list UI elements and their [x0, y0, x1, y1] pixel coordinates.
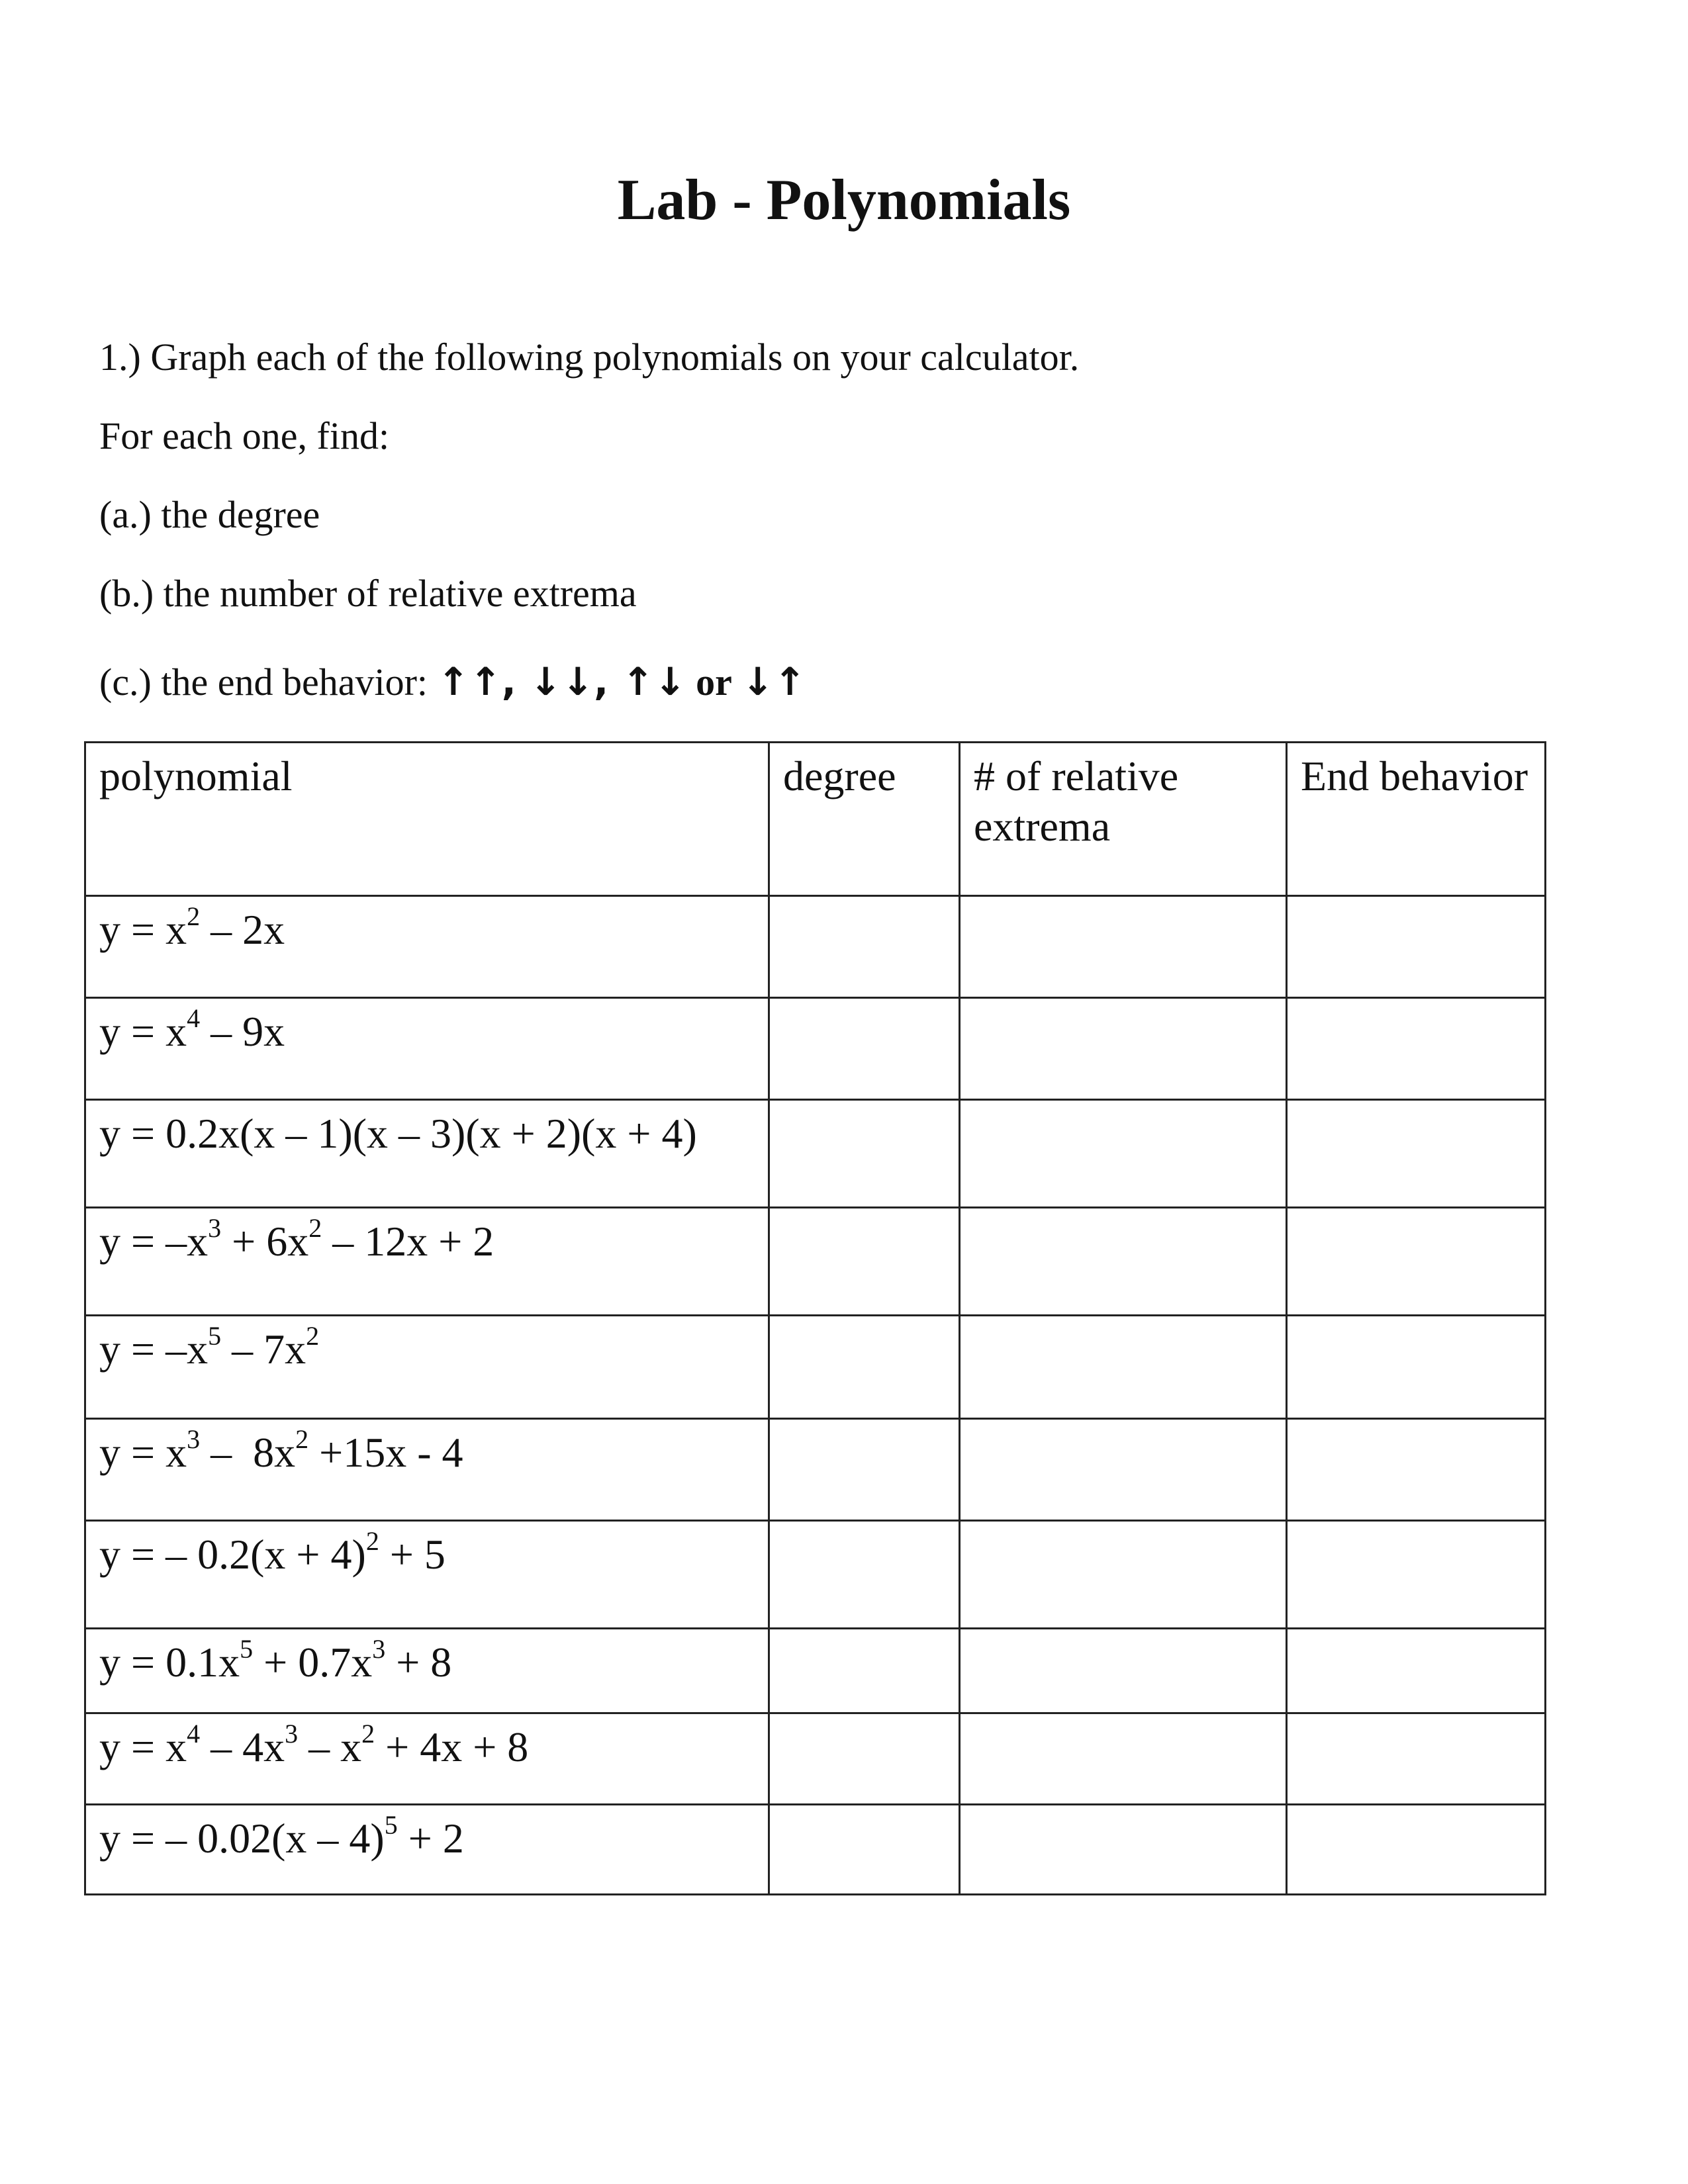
table-header-row	[85, 743, 1546, 896]
polynomial-cell: $y = -x^3 + 6x^2 - 12x + 2$	[85, 1208, 769, 1316]
end-behavior-cell[interactable]	[1287, 1713, 1546, 1805]
end-behavior-cell[interactable]	[1287, 1316, 1546, 1419]
arrow-down-up-icon: ↓↑	[741, 659, 806, 704]
instruction-degree: (a.) the degree	[99, 493, 320, 536]
end-behavior-cell[interactable]	[1287, 1419, 1546, 1521]
instruction-find: For each one, find:	[99, 414, 390, 457]
polynomial-cell: $y = x^3 - 8x^2 +15x - 4$	[85, 1419, 769, 1521]
degree-cell[interactable]	[769, 998, 960, 1100]
or-word: or	[696, 660, 732, 704]
end-behavior-cell[interactable]	[1287, 1100, 1546, 1208]
instruction-graph: 1.) Graph each of the following polynomials on your calculator.	[99, 336, 1080, 379]
header-degree: degree	[769, 743, 960, 896]
table-row	[85, 1100, 1546, 1208]
polynomial-cell: $y = -x^5 - 7x^2$	[85, 1316, 769, 1419]
instruction-end-behavior	[99, 659, 806, 705]
polynomial-cell: y = 0.2x(x – 1)(x – 3)(x + 2)(x + 4)	[85, 1100, 769, 1208]
degree-cell[interactable]	[769, 1419, 960, 1521]
degree-cell[interactable]	[769, 1713, 960, 1805]
degree-cell[interactable]	[769, 896, 960, 998]
table-row	[85, 1521, 1546, 1629]
polynomial-cell: y = – $0.2(x + 4)^2 + 5$	[85, 1521, 769, 1629]
polynomial-cell: $y = x^4 - 4x^3 - x^2 + 4x + 8$	[85, 1713, 769, 1805]
polynomial-cell: y = – 0.02(x – 4)$^5$ + 2	[85, 1805, 769, 1895]
header-polynomial: polynomial	[85, 743, 769, 896]
table-row	[85, 896, 1546, 998]
end-behavior-cell[interactable]	[1287, 1629, 1546, 1713]
extrema-cell[interactable]	[960, 1316, 1287, 1419]
end-behavior-label: (c.) the end behavior:	[99, 660, 428, 704]
end-behavior-cell[interactable]	[1287, 1805, 1546, 1895]
polynomial-table	[84, 741, 1546, 1895]
end-behavior-cell[interactable]	[1287, 896, 1546, 998]
end-behavior-cell[interactable]	[1287, 1521, 1546, 1629]
instruction-extrema: (b.) the number of relative extrema	[99, 572, 637, 615]
table-row	[85, 998, 1546, 1100]
table-row	[85, 1208, 1546, 1316]
table-row	[85, 1805, 1546, 1895]
page-title: Lab - Polynomials	[617, 168, 1071, 232]
degree-cell[interactable]	[769, 1208, 960, 1316]
arrow-options-icon: ↑↑, ↓↓, ↑↓	[437, 659, 686, 704]
degree-cell[interactable]	[769, 1316, 960, 1419]
polynomial-cell: $y = x^2 - 2x$	[85, 896, 769, 998]
polynomial-cell: $y = 0.1x^5 + 0.7x^3 + 8$	[85, 1629, 769, 1713]
extrema-cell[interactable]	[960, 1629, 1287, 1713]
end-behavior-cell[interactable]	[1287, 998, 1546, 1100]
header-end-behavior: End behavior	[1287, 743, 1546, 896]
degree-cell[interactable]	[769, 1805, 960, 1895]
extrema-cell[interactable]	[960, 896, 1287, 998]
end-behavior-cell[interactable]	[1287, 1208, 1546, 1316]
extrema-cell[interactable]	[960, 1419, 1287, 1521]
extrema-cell[interactable]	[960, 1100, 1287, 1208]
extrema-cell[interactable]	[960, 1521, 1287, 1629]
table-row	[85, 1419, 1546, 1521]
table-row	[85, 1713, 1546, 1805]
degree-cell[interactable]	[769, 1629, 960, 1713]
table-row	[85, 1316, 1546, 1419]
extrema-cell[interactable]	[960, 998, 1287, 1100]
degree-cell[interactable]	[769, 1521, 960, 1629]
extrema-cell[interactable]	[960, 1208, 1287, 1316]
extrema-cell[interactable]	[960, 1713, 1287, 1805]
header-relative-extrema: # of relative extrema	[960, 743, 1287, 896]
degree-cell[interactable]	[769, 1100, 960, 1208]
extrema-cell[interactable]	[960, 1805, 1287, 1895]
polynomial-cell: $y = x^4 - 9x$	[85, 998, 769, 1100]
table-row	[85, 1629, 1546, 1713]
